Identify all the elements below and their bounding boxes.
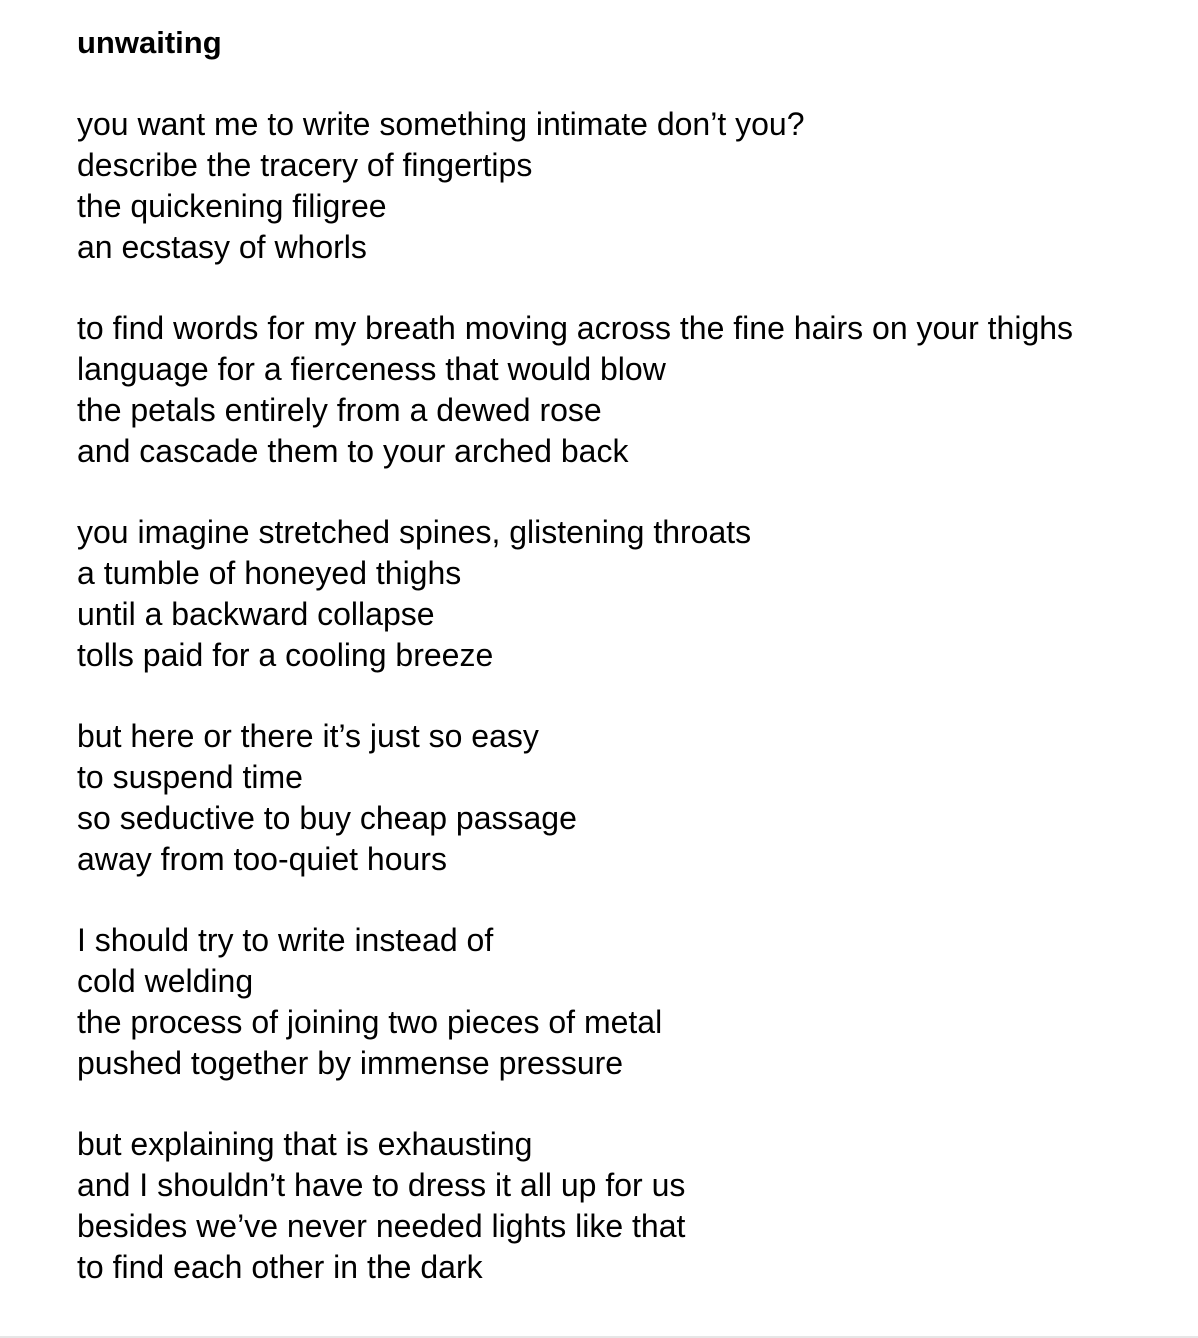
poem-line: the petals entirely from a dewed rose <box>77 392 602 428</box>
poem-line: describe the tracery of fingertips <box>77 147 533 183</box>
poem-line: until a backward collapse <box>77 596 435 632</box>
poem-line: pushed together by immense pressure <box>77 1045 624 1081</box>
poem-line: you imagine stretched spines, glistening throats <box>77 514 752 550</box>
poem-line: and I shouldn’t have to dress it all up for us <box>77 1167 686 1203</box>
poem-line: away from too-quiet hours <box>77 841 447 877</box>
poem-line: but explaining that is exhausting <box>77 1126 533 1162</box>
stanza-2 <box>77 308 1187 472</box>
poem-title: unwaiting <box>77 25 222 60</box>
poem-line: language for a fierceness that would blow <box>77 351 666 387</box>
stanza-4 <box>77 716 1187 880</box>
poem-line: a tumble of honeyed thighs <box>77 555 462 591</box>
poem-line: to find words for my breath moving across the fine hairs on your thighs <box>77 310 1074 346</box>
stanza-6 <box>77 1124 1187 1288</box>
poem-line: but here or there it’s just so easy <box>77 718 539 754</box>
poem-line: to suspend time <box>77 759 303 795</box>
stanza-1 <box>77 104 1187 268</box>
stanza-5 <box>77 920 1187 1084</box>
poem-line: to find each other in the dark <box>77 1249 483 1285</box>
poem-line: an ecstasy of whorls <box>77 229 367 265</box>
poem-line: and cascade them to your arched back <box>77 433 629 469</box>
poem-line: cold welding <box>77 963 254 999</box>
poem-line: you want me to write something intimate don’t you? <box>77 106 805 142</box>
poem-line: so seductive to buy cheap passage <box>77 800 577 836</box>
stanza-3 <box>77 512 1187 676</box>
poem-line: the process of joining two pieces of metal <box>77 1004 663 1040</box>
poem-document <box>77 22 1187 1328</box>
poem-line: besides we’ve never needed lights like that <box>77 1208 686 1244</box>
poem-line: tolls paid for a cooling breeze <box>77 637 494 673</box>
poem-line: I should try to write instead of <box>77 922 494 958</box>
poem-line: the quickening filigree <box>77 188 387 224</box>
